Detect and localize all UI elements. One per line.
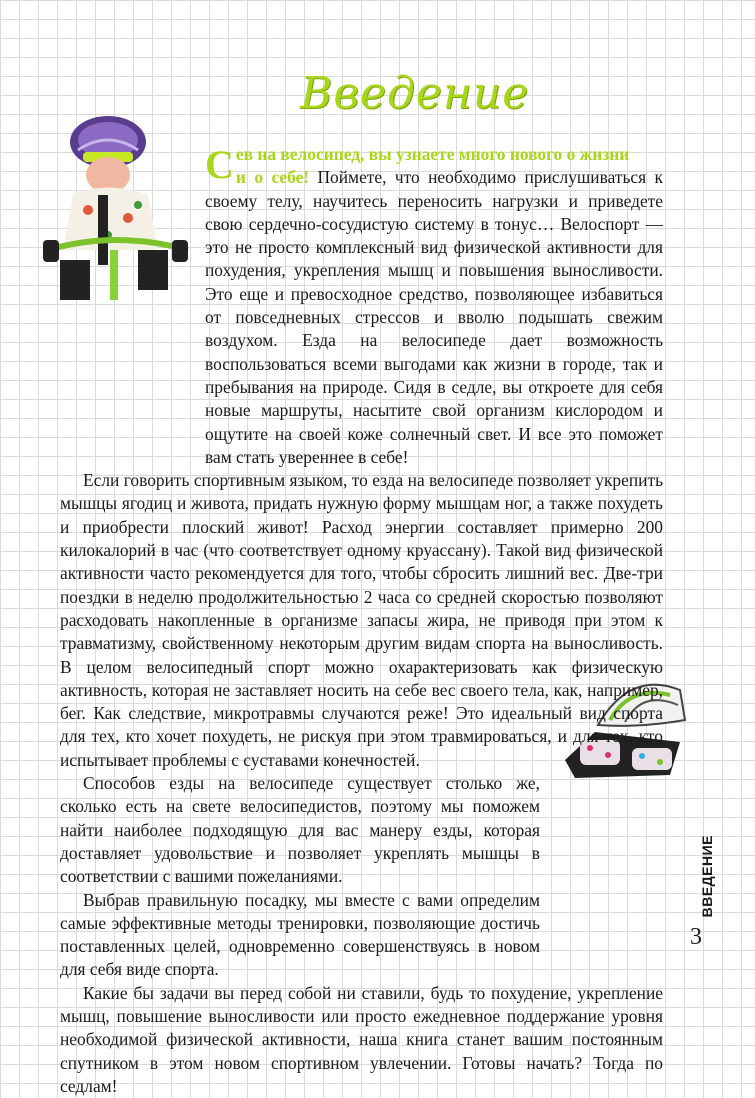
paragraph-sport: Если говорить спортивным языком, то езда на велосипеде позволяет укрепить мышцы ягодиц и живота, придать нужную форму мышцам ног, а также похудеть и приобрести плоский живот! Расход энергии составляет примерно 200 килокалорий в час (что соответствует одному круассану). Такой вид физической активности часто рекомендуется для того, чтобы сбросить лишний вес. Две-три поездки в неделю продолжительностью 2 часа со средней скоростью позволяют расходовать накопленные в организме запасы жира, не приводя при этом к травматизму, свойственному некоторым другим видам спорта на выносливость. В целом велосипедный спорт можно охарактеризовать как физическую активность, которая не заставляет носить на себе вес своего тела, как, например, бег. Как следствие, микротравмы случаются реже! Это идеальный вид спорта для тех, кто хочет похудеть, не рискуя при этом травмироваться, и для тех, кто испытывает проблемы с суставами конечностей. [60, 470, 663, 770]
page-title: Введение [300, 68, 530, 119]
body-text [60, 143, 663, 1098]
paragraph-posture: Выбрав правильную посадку, мы вместе с вами определим самые эффективные методы тренировки, позволяющие достичь поставленных целей, одновременно совершенствуясь в новом для себя виде спорта. [60, 889, 540, 980]
paragraph-ways: Способов езды на велосипеде существует столько же, сколько есть на свете велосипедистов, поэтому мы поможем найти наиболее подходящую для вас манеру езды, которая доставляет удовольствие и позволяет укреплять мышцы в соответствии с вашими пожеланиями. [60, 773, 540, 887]
lead-line-1: ев на велосипед, вы узнаете много нового о жизни [235, 144, 630, 164]
lead-line-2: и о себе! [235, 167, 310, 188]
drop-cap: С [205, 142, 234, 187]
section-side-tab: ВВЕДЕНИЕ [699, 835, 715, 918]
paragraph-goals: Какие бы задачи вы перед собой ни ставили, будь то похудение, укрепление мышц, повышение выносливости или просто ежедневное поддержание уровня необходимой физической активности, наша книга станет вашим постоянным спутником в этом новом спортивном увлечении. Готовы начать? Тогда по седлам! [60, 982, 663, 1096]
intro-text: Поймете, что необходимо прислушиваться к своему телу, научитесь переносить нагрузки и приведете свою сердечно-сосудистую систему в тонус… Велоспорт — это не просто комплексный вид физической активности для похудения, укрепления мышц и повышения выносливости. Это еще и превосходное средство, позволяющее избавиться от повседневных стрессов и вволю подышать свежим воздухом. Езда на велосипеде дает возможность воспользоваться всеми выгодами как жизни в городе, так и пребывания на природе. Сидя в седле, вы откроете для себя новые маршруты, насытите свой организм кислородом и ощутите на своей коже солнечный свет. И все это поможет вам стать увереннее в себе! [205, 167, 663, 467]
page-number: 3 [690, 924, 702, 950]
intro-paragraph [60, 143, 663, 469]
